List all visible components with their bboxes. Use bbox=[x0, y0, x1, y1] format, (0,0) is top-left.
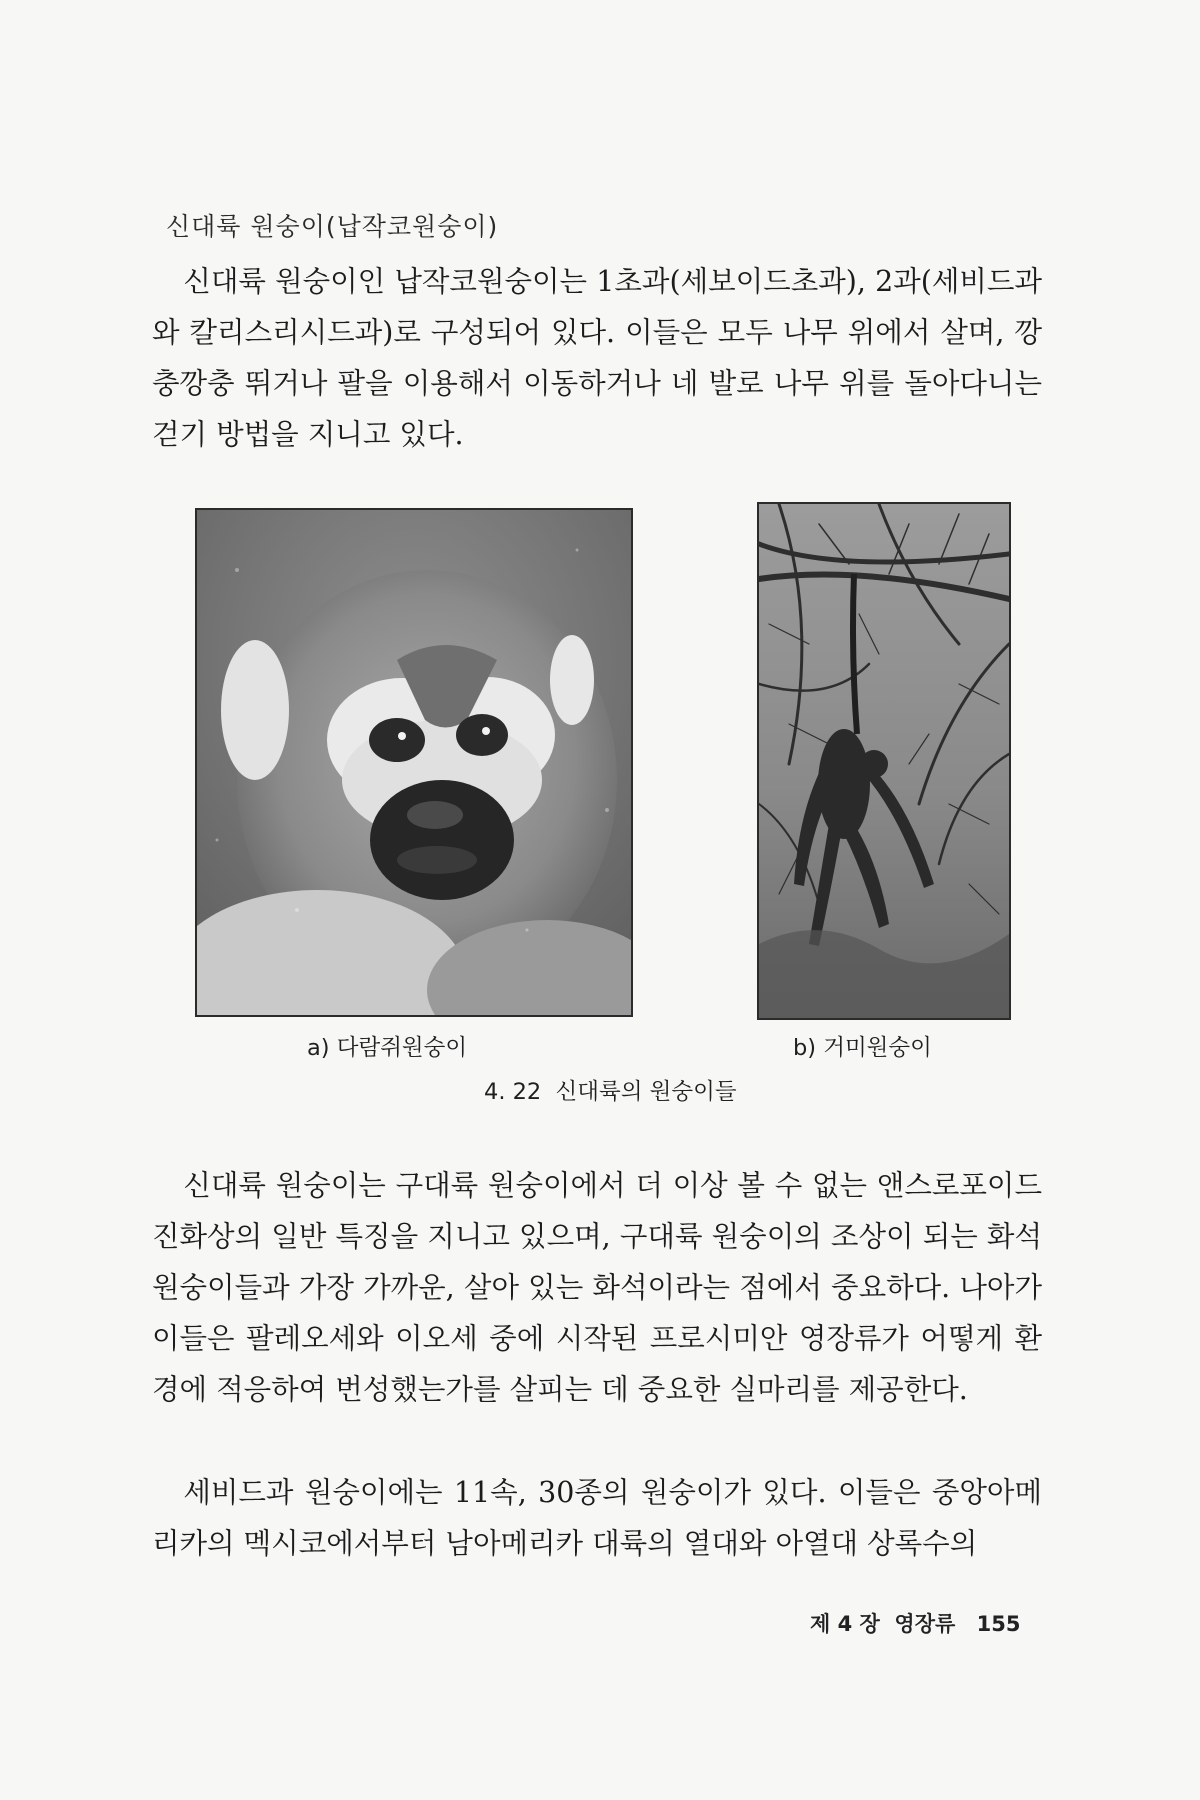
section-heading: 신대륙 원숭이(납작코원숭이) bbox=[166, 212, 499, 241]
photo-a-caption: a) 다람쥐원숭이 bbox=[307, 1035, 468, 1061]
page-footer bbox=[810, 1608, 1020, 1638]
spider-monkey-photo bbox=[757, 502, 1011, 1020]
squirrel-monkey-photo bbox=[195, 508, 633, 1017]
paragraph-3: 세비드과 원숭이에는 11속, 30종의 원숭이가 있다. 이들은 중앙아메리카의 멕시코에서부터 남아메리카 대륙의 열대와 아열대 상록수의 bbox=[152, 1476, 1042, 1560]
paragraph-2: 신대륙 원숭이는 구대륙 원숭이에서 더 이상 볼 수 없는 앤스로포이드 진화상의 일반 특징을 지니고 있으며, 구대륙 원숭이의 조상이 되는 화석 원숭이들과 가장 가까운, 살아 있는 화석이라는 점에서 중요하다. 나아가 이들은 팔레오세와 이오세 중에 시작된 프로시미안 영장류가 어떻게 환경에 적응하여 번성했는가를 살피는 데 중요한 실마리를 제공한다. bbox=[152, 1169, 1042, 1406]
page-number: 155 bbox=[976, 1612, 1021, 1636]
figure-caption: 4. 22 신대륙의 원숭이들 bbox=[484, 1079, 737, 1105]
paragraph-1: 신대륙 원숭이인 납작코원숭이는 1초과(세보이드초과), 2과(세비드과와 칼리스리시드과)로 구성되어 있다. 이들은 모두 나무 위에서 살며, 깡충깡충 뛰거나 팔을 이용해서 이동하거나 네 발로 나무 위를 돌아다니는 걷기 방법을 지니고 있다. bbox=[152, 265, 1042, 451]
chapter-title: 제 4 장 영장류 bbox=[810, 1612, 956, 1636]
photo-b-caption: b) 거미원숭이 bbox=[793, 1035, 932, 1061]
